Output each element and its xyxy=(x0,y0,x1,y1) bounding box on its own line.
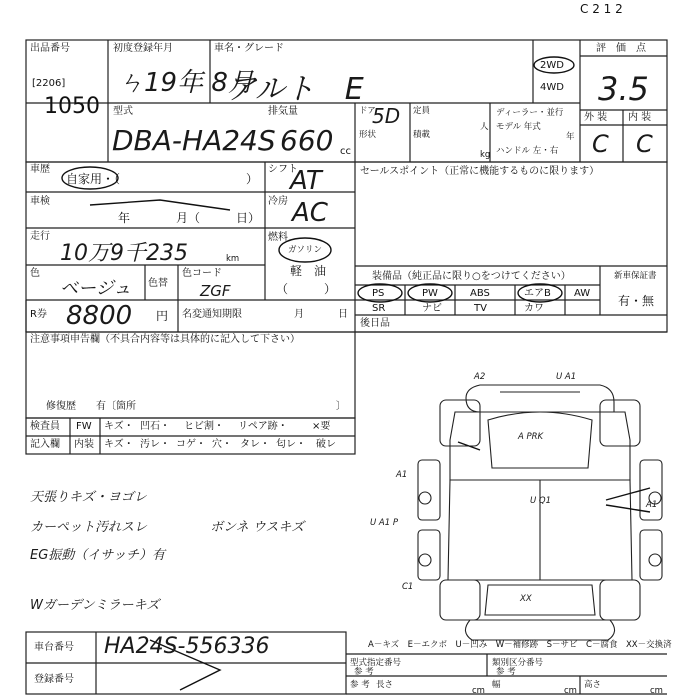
model-year-unit: 年 xyxy=(566,132,575,142)
fuel-label: 燃料 xyxy=(268,232,288,243)
legend-row2-1: キズ・ xyxy=(104,439,134,450)
displacement-unit: cc xyxy=(340,146,351,157)
model-value: アルト E xyxy=(226,72,364,107)
type-spec-ref: 参 考 xyxy=(354,667,374,677)
type-label: 型式 xyxy=(113,106,133,117)
repair-close: 〕 xyxy=(336,401,346,412)
legend-row2-6: 匂レ・ xyxy=(276,439,306,450)
legend-row1-5: ×要 xyxy=(312,421,331,432)
mark-ua1-top: U A1 xyxy=(556,372,577,382)
legend-row2-4: 穴・ xyxy=(212,439,232,450)
reg-label: 登録番号 xyxy=(34,674,74,685)
deadline-label: 名変通知期限 xyxy=(182,309,242,320)
color-code-value: ZGF xyxy=(200,282,231,300)
color-code-label: 色コード xyxy=(182,268,222,279)
exterior-value: C xyxy=(592,130,609,158)
equipment-navi: ナビ xyxy=(422,303,442,314)
remark-side: ボンネ ウスキズ xyxy=(210,520,305,535)
r-value: 8800 xyxy=(66,301,133,331)
first-reg-label: 初度登録年月 xyxy=(113,43,173,54)
door-label: ドア xyxy=(359,106,376,116)
inspection-label: 車検 xyxy=(30,196,50,207)
deadline-month: 月 xyxy=(294,309,304,320)
use-close: ） xyxy=(246,172,259,186)
r-unit: 円 xyxy=(156,309,169,323)
new-warranty-label: 新車保証書 xyxy=(614,271,657,281)
color-label: 色 xyxy=(30,268,40,279)
chassis-label: 車台番号 xyxy=(34,642,74,653)
capacity-unit: 人 xyxy=(480,122,489,132)
inspection-month: 月（ xyxy=(176,211,201,225)
mark-ua1p: U A1 P xyxy=(370,518,398,528)
equipment-tv: TV xyxy=(474,303,487,314)
load-label: 積載 xyxy=(413,130,431,140)
legend-row1-1: キズ・ xyxy=(104,421,134,432)
inspection-year: 年 xyxy=(118,211,131,225)
fill-label: 記入欄 xyxy=(30,439,60,450)
equipment-airbag: エアB xyxy=(524,288,551,299)
repair-label: 修復歴 有〔箇所 xyxy=(46,401,136,412)
legend-row2-2: 汚レ・ xyxy=(140,439,170,450)
mark-aprk: A PRK xyxy=(518,432,544,442)
remark-3: EG振動（イサッチ）有 xyxy=(30,548,166,563)
load-unit: kg xyxy=(480,150,491,160)
shift-label: シフト xyxy=(268,164,298,175)
type-spec-label: 型式指定番号 xyxy=(350,658,402,668)
fuel-diesel: 軽 油 xyxy=(290,264,327,278)
deadline-day: 日 xyxy=(338,309,348,320)
dealer-label: ディーラー・並行 xyxy=(496,108,564,118)
mark-a2: A2 xyxy=(474,372,486,382)
footer-legend: A－キズ E－エクボ U－凹み W－補修跡 S－サビ C－腐食 XX－交換済 xyxy=(368,640,672,650)
shape-label: 形状 xyxy=(359,130,377,140)
legend-interior: 内装 xyxy=(74,439,94,450)
aircon-label: 冷房 xyxy=(268,196,288,207)
exterior-label: 外 装 xyxy=(584,112,608,123)
legend-fw: FW xyxy=(76,421,92,432)
dims-ref: 参 考 xyxy=(350,680,370,690)
legend-row2-7: 破レ xyxy=(316,439,336,450)
mileage-value: 10万9千235 xyxy=(60,241,188,266)
lot-number: 1050 xyxy=(44,94,100,119)
legend-row2-5: タレ・ xyxy=(240,439,270,450)
displacement-label: 排気量 xyxy=(268,106,298,117)
fuel-other: （ ） xyxy=(276,282,337,296)
r-label: R券 xyxy=(30,309,47,320)
fuel-gas: ガソリン xyxy=(288,245,323,255)
use-label: 車歴 xyxy=(30,164,50,175)
aircon-value: AC xyxy=(292,198,328,228)
model-label: 車名・グレード xyxy=(214,43,284,54)
model-year-label: モデル 年式 xyxy=(496,122,541,132)
use-value: 自家用・（ xyxy=(66,172,121,186)
grade-value: 3.5 xyxy=(598,70,649,108)
interior-label: 内 装 xyxy=(628,112,652,123)
equipment-label: 装備品（純正品に限り○をつけてください） xyxy=(372,271,571,282)
color-change-label: 色替 xyxy=(148,278,168,289)
displacement-value: 660 xyxy=(280,124,334,157)
interior-value: C xyxy=(636,130,653,158)
color-value: ベージュ xyxy=(60,278,132,299)
chassis-value: HA24S-556336 xyxy=(104,634,270,659)
mark-a1-right: A1 xyxy=(646,500,658,510)
mark-uq1: U Q1 xyxy=(530,496,552,506)
remark-4: Wガーデンミラーキズ xyxy=(30,598,160,613)
sales-label: セールスポイント（正常に機能するものに限ります） xyxy=(360,166,600,177)
dims-unit-1: cm xyxy=(472,686,485,696)
car-diagram xyxy=(418,385,662,640)
legend-row1-3: ヒビ割・ xyxy=(184,421,224,432)
handle-label: ハンドル 左・右 xyxy=(496,146,559,156)
lot-label: 出品番号 xyxy=(30,43,70,54)
capacity-label: 定員 xyxy=(413,106,431,116)
legend-row2-3: コゲ・ xyxy=(176,439,206,450)
mark-a1-left: A1 xyxy=(396,470,408,480)
backseat-label: 後日品 xyxy=(360,318,390,329)
equipment-sr: SR xyxy=(372,303,386,314)
dims-unit-2: cm xyxy=(564,686,577,696)
dims-length: 長さ xyxy=(376,680,394,690)
class-label: 類別区分番号 xyxy=(492,658,544,668)
remark-2: カーペット汚れスレ xyxy=(30,520,148,535)
equipment-aw: AW xyxy=(574,288,591,299)
drive-4wd: 4WD xyxy=(540,82,564,93)
mileage-unit: km xyxy=(226,254,240,264)
shift-value: AT xyxy=(290,166,322,196)
inspector-label: 検査員 xyxy=(30,421,60,432)
dims-unit-3: cm xyxy=(650,686,663,696)
equipment-leather: カワ xyxy=(524,303,544,314)
equipment-abs: ABS xyxy=(470,288,490,299)
legend-row1-4: リペア跡・ xyxy=(238,421,288,432)
equipment-pw: PW xyxy=(422,288,438,299)
dims-width: 幅 xyxy=(492,680,501,690)
lot-code: [2206] xyxy=(32,78,66,89)
mark-c1: C1 xyxy=(402,582,414,592)
class-ref: 参 考 xyxy=(496,667,516,677)
door-value: 5D xyxy=(372,104,401,128)
remark-1: 天張りキズ・ヨゴレ xyxy=(30,490,147,505)
notes-label: 注意事項申告欄（不具合内容等は具体的に記入して下さい） xyxy=(30,334,300,345)
dims-height: 高さ xyxy=(584,680,602,690)
mileage-label: 走行 xyxy=(30,231,50,242)
mark-xx: XX xyxy=(520,594,532,604)
first-reg-value: ㄣ19年 8月 xyxy=(118,68,254,98)
inspection-day: 日） xyxy=(236,211,261,225)
top-right-code: C 2 1 2 xyxy=(580,2,623,16)
drive-2wd: 2WD xyxy=(540,60,564,71)
new-warranty-value: 有・無 xyxy=(618,294,655,308)
grade-label: 評 価 点 xyxy=(596,43,646,54)
type-value: DBA-HA24S xyxy=(112,124,276,157)
equipment-ps: PS xyxy=(372,288,385,299)
legend-row1-2: 凹石・ xyxy=(140,421,170,432)
